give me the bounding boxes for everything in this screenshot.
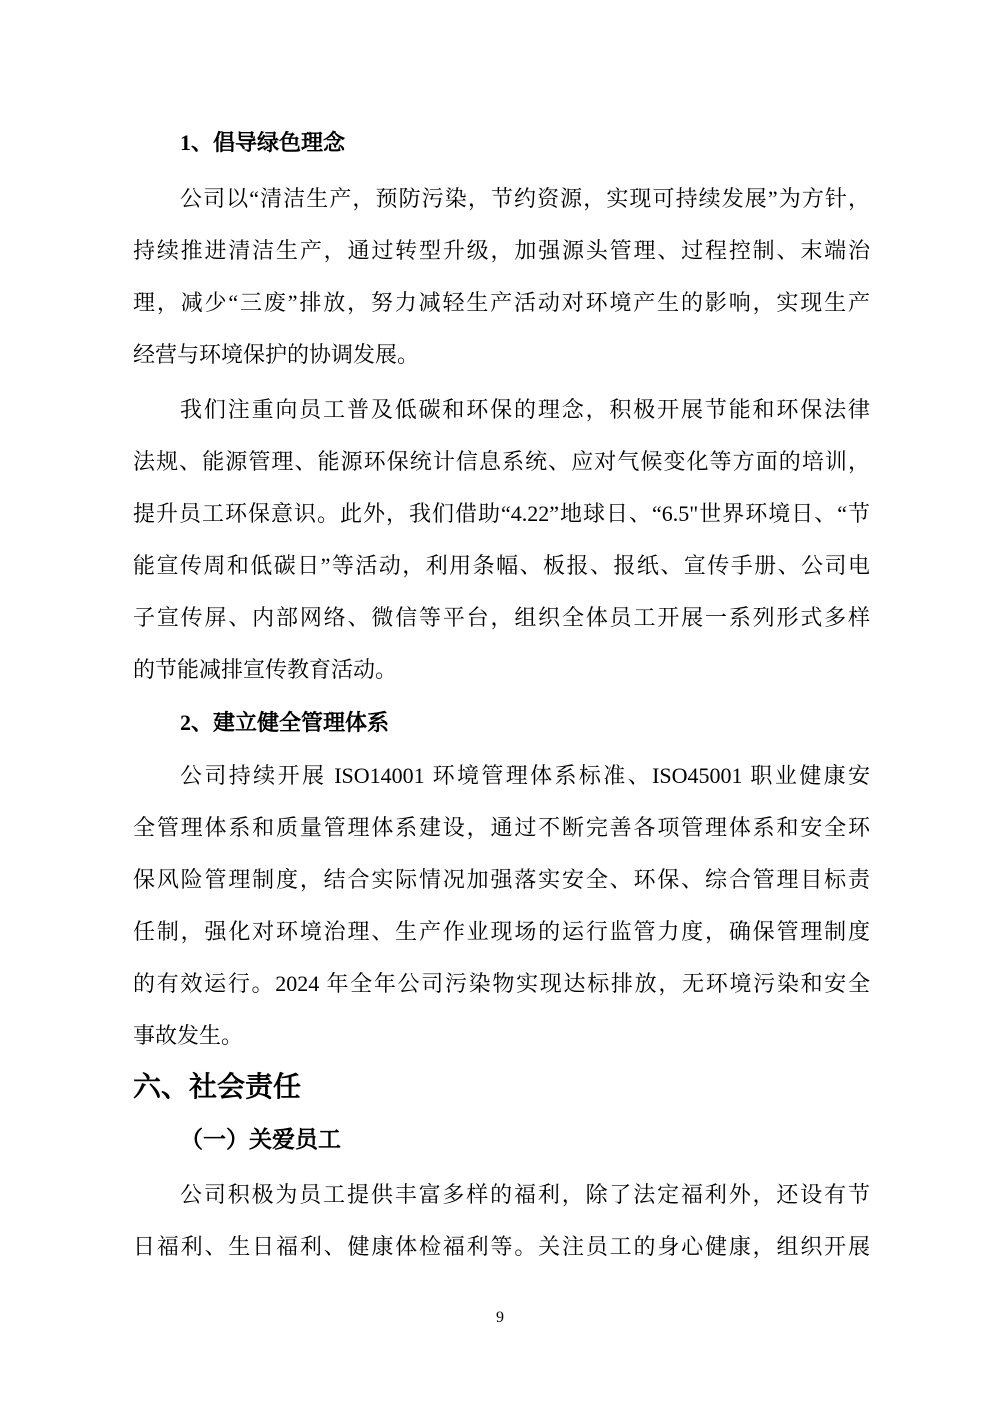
page-number: 9 — [496, 1309, 504, 1326]
text-line: 理，减少“三废”排放，努力减轻生产活动对环境产生的影响，实现生产 — [133, 290, 870, 315]
chapter-heading: 六、社会责任 — [133, 1072, 302, 1103]
text-line: 公司积极为员工提供丰富多样的福利，除了法定福利外，还设有节 — [180, 1182, 870, 1207]
section-heading: 2、建立健全管理体系 — [180, 710, 390, 735]
text-line: 能宣传周和低碳日”等活动，利用条幅、板报、报纸、宣传手册、公司电 — [133, 553, 870, 578]
text-line: 日福利、生日福利、健康体检福利等。关注员工的身心健康，组织开展 — [133, 1234, 870, 1259]
text-line: 我们注重向员工普及低碳和环保的理念，积极开展节能和环保法律 — [180, 397, 870, 422]
text-line: 全管理体系和质量管理体系建设，通过不断完善各项管理体系和安全环 — [133, 815, 870, 840]
text-line: 保风险管理制度，结合实际情况加强落实安全、环保、综合管理目标责 — [133, 867, 870, 892]
text-line: 子宣传屏、内部网络、微信等平台，组织全体员工开展一系列形式多样 — [133, 605, 870, 630]
text-line: 公司持续开展 ISO14001 环境管理体系标准、ISO45001 职业健康安 — [180, 763, 870, 788]
text-line: 经营与环境保护的协调发展。 — [133, 342, 420, 367]
paragraph — [133, 750, 870, 1062]
text-line: 公司以“清洁生产，预防污染，节约资源，实现可持续发展”为方针， — [180, 186, 870, 211]
text-line: 提升员工环保意识。此外，我们借助“4.22”地球日、“6.5"世界环境日、“节 — [133, 501, 870, 526]
text-line: 的有效运行。2024 年全年公司污染物实现达标排放，无环境污染和安全 — [133, 971, 870, 996]
text-line: 任制，强化对环境治理、生产作业现场的运行监管力度，确保管理制度 — [133, 919, 870, 944]
text-line: 的节能减排宣传教育活动。 — [133, 657, 398, 682]
document-body — [133, 117, 870, 1273]
section-heading: 1、倡导绿色理念 — [180, 130, 346, 155]
paragraph — [133, 384, 870, 696]
paragraph — [133, 1169, 870, 1273]
text-line: 持续推进清洁生产，通过转型升级，加强源头管理、过程控制、末端治 — [133, 238, 870, 263]
text-line: 事故发生。 — [133, 1023, 244, 1048]
text-line: 法规、能源管理、能源环保统计信息系统、应对气候变化等方面的培训， — [133, 449, 870, 474]
subsection-heading: （一）关爱员工 — [180, 1127, 341, 1152]
paragraph — [133, 173, 870, 381]
